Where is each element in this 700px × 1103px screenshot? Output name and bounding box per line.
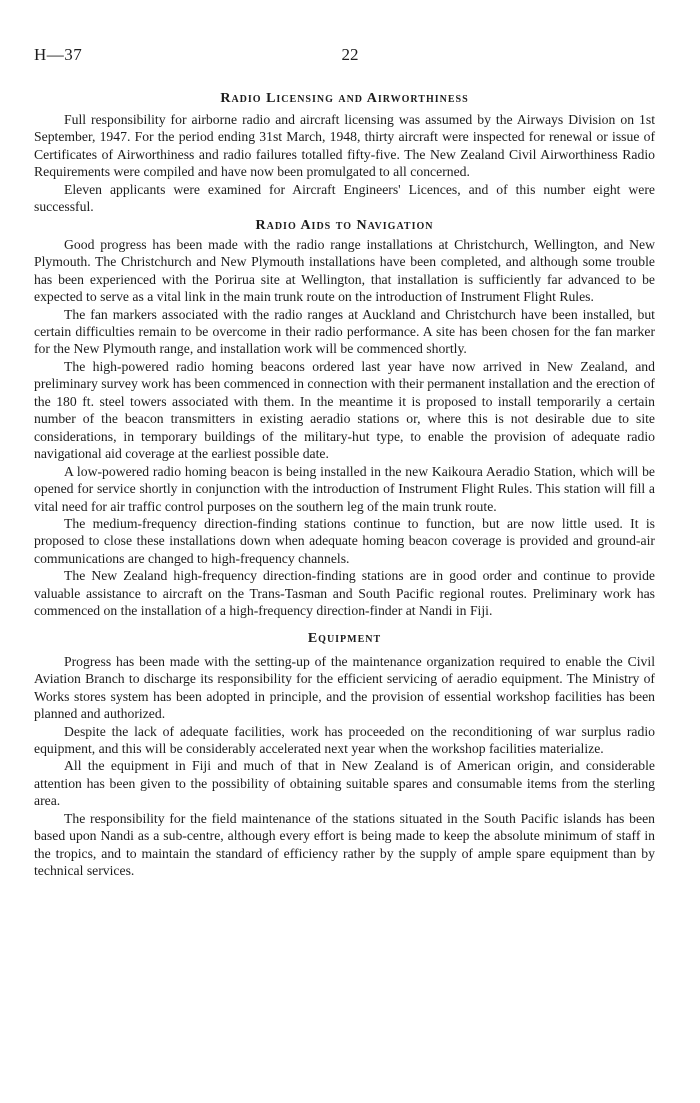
section-heading: Radio Licensing and Airworthiness xyxy=(220,91,469,106)
paragraph: Progress has been made with the setting-up of the maintenance organization required to enable the Civil Aviation Branch to discharge its responsibility for the efficient servicing of aeradio equipment. The Ministry of Works stores system has been adopted in principle, and the provision of essential workshop facilities has been planned and authorized. xyxy=(34,653,655,722)
section-radio-aids xyxy=(34,217,655,620)
paragraph: Despite the lack of adequate facilities, work has proceeded on the reconditioning of war surplus radio equipment, and this will be considerably accelerated next year when the workshop facilities materialize. xyxy=(34,723,655,756)
paragraph: All the equipment in Fiji and much of that in New Zealand is of American origin, and considerable attention has been given to the possibility of obtaining suitable spares and consumable items from the sterling area. xyxy=(34,758,655,809)
section-heading: Radio Aids to Navigation xyxy=(255,217,434,233)
paragraph: The fan markers associated with the radio ranges at Auckland and Christchurch have been installed, but certain difficulties remain to be overcome in their radio performance. A site has been chosen for the fan marker for the New Plymouth range, and installation work will be commenced shortly. xyxy=(34,306,655,357)
paragraph: Eleven applicants were examined for Aircraft Engineers' Licences, and of this number eight were successful. xyxy=(34,181,655,215)
document-reference: H—37 xyxy=(34,45,83,64)
paragraph: Full responsibility for airborne radio and aircraft licensing was assumed by the Airways Division on 1st September, 1947. For the period ending 31st March, 1948, thirty aircraft were inspected for renewal or issue of Certificates of Airworthiness and radio failures totalled fifty-five. The New Zealand Civil Airworthiness Radio Requirements were compiled and have now been promulgated to all concerned. xyxy=(34,112,655,180)
paragraph: The medium-frequency direction-finding stations continue to function, but are now little used. It is proposed to close these installations down when adequate homing beacon coverage is provided and ground-air communications are changed to high-frequency channels. xyxy=(34,515,655,566)
section-heading: Equipment xyxy=(307,630,382,646)
paragraph: The high-powered radio homing beacons ordered last year have now arrived in New Zealand, and preliminary survey work has been commenced in connection with their permanent installation and the erection of the 180 ft. steel towers associated with them. In the meantime it is proposed to install temporarily a certain number of the beacon transmitters in existing aeradio stations or, where this is not desirable due to site considerations, in temporary buildings of the military-hut type, to enable the provision of adequate radio navigational aid coverage at the earliest possible date. xyxy=(34,358,655,462)
page-number: 22 xyxy=(341,45,359,64)
page-body xyxy=(34,90,655,880)
section-equipment xyxy=(34,630,655,880)
paragraph: The New Zealand high-frequency direction-finding stations are in good order and continue to provide valuable assistance to aircraft on the Trans-Tasman and South Pacific regional routes. Preliminary work has commenced on the installation of a high-frequency direction-finder at Nandi in Fiji. xyxy=(34,568,655,619)
section-radio-licensing xyxy=(34,90,655,216)
paragraph: Good progress has been made with the radio range installations at Christchurch, Wellington, and New Plymouth. The Christchurch and New Plymouth installations have been completed, and although some trouble has been experienced with the Porirua site at Wellington, that installation is sufficiently far advanced to be expected to serve as a vital link in the main trunk route on the introduction of Instrument Flight Rules. xyxy=(34,236,655,305)
paragraph: A low-powered radio homing beacon is being installed in the new Kaikoura Aeradio Station, which will be opened for service shortly in conjunction with the introduction of Instrument Flight Rules. This station will fill a vital need for air traffic control purposes on the southern leg of the main trunk route. xyxy=(34,463,655,514)
paragraph: The responsibility for the field maintenance of the stations situated in the South Pacific islands has been based upon Nandi as a sub-centre, although every effort is being made to keep the absolute minimum of staff in the tropics, and to maintain the standard of efficiency rather by the supply of ample spare equipment than by technical services. xyxy=(34,810,655,879)
page-header xyxy=(34,45,666,69)
